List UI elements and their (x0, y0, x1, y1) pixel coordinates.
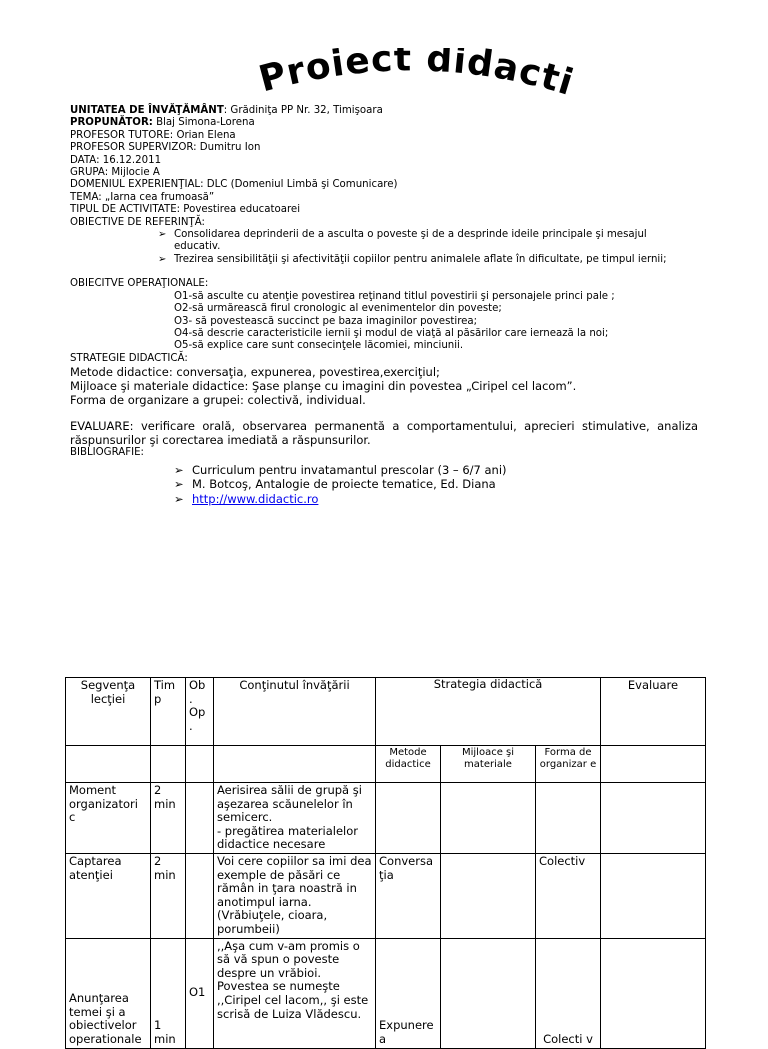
bibliografie-item (70, 477, 710, 492)
cell-continut: Aerisirea sălii de grupă şi aşezarea scăunelelor în semicerc. - pregătirea materialelor didactice necesare (214, 783, 376, 854)
table-row (66, 853, 706, 938)
obiectiv-ref-text: Trezirea sensibilităţii şi afectivităţii copiilor pentru animalele aflate în dificultate, pe timpul iernii; (174, 253, 667, 265)
obiectiv-op-item: O5-să explice care sunt consecinţele lăcomiei, minciunii. (174, 340, 464, 352)
subheader-forma: Forma de organizar e (536, 746, 601, 783)
title-wordart (255, 48, 585, 108)
cell-secventa: Captarea atenţiei (66, 853, 151, 938)
obiectiv-op-item: O3- să povestească succinct pe baza imaginilor povestirea; (174, 315, 478, 327)
cell-secventa: Moment organizatori c (66, 783, 151, 854)
profesor-tutore: PROFESOR TUTORE: Orian Elena (70, 129, 236, 141)
unitatea-value: : Grădiniţa PP Nr. 32, Timişoara (223, 105, 383, 116)
obiectiv-ref-item (70, 229, 710, 254)
cell-mijloace (441, 853, 536, 938)
title-text: Proiect didacti (255, 48, 579, 105)
grupa-field: GRUPA: Mijlocie A (70, 167, 160, 179)
header-ob: Ob . Op . (186, 678, 214, 746)
cell-evaluare (601, 938, 706, 1048)
data-field: DATA: 16.12.2011 (70, 154, 162, 166)
cell-ob (186, 853, 214, 938)
cell-ob (186, 783, 214, 854)
cell-continut: Voi cere copiilor sa imi dea exemple de păsări ce rămân in ţara noastră in anotimpul iarna. (Vrăbiuţele, cioara, porumbeii) (214, 853, 376, 938)
lesson-table (65, 677, 706, 1049)
header-continut: Conţinutul învăţării (214, 678, 376, 746)
tema-field: TEMA: „Iarna cea frumoasă” (70, 191, 215, 203)
cell-continut: ,,Aşa cum v-am promis o să vă spun o poveste despre un vrăbioi. Povestea se numeşte ,,Ciripel cel lacom,, şi este scrisă de Luiza Vlădescu. (214, 938, 376, 1048)
cell-mijloace (441, 938, 536, 1048)
cell-mijloace (441, 783, 536, 854)
cell-timp: 1 min (151, 938, 186, 1048)
cell-forma (536, 783, 601, 854)
tipul-field: TIPUL DE ACTIVITATE: Povestirea educatoarei (70, 204, 301, 216)
document-title (255, 48, 585, 108)
obiectiv-op-item: O2-să urmărească firul cronologic al evenimentelor din poveste; (174, 303, 502, 315)
cell-evaluare (601, 853, 706, 938)
metode-field: Metode didactice: conversaţia, expunerea, povestirea,exerciţiul; (70, 365, 440, 380)
obiectiv-op-item: O1-să asculte cu atenţie povestirea reţinand titlul povestirii şi personajele princi pale ; (174, 290, 615, 302)
obiective-ref-label: OBIECTIVE DE REFERINŢĂ: (70, 216, 205, 228)
arrow-bullet-icon: ➢ (158, 253, 167, 265)
table-row (66, 938, 706, 1048)
obiectiv-ref-text: Consolidarea deprinderii de a asculta o poveste şi de a desprinde ideile principale şi mesajul educativ. (174, 229, 647, 253)
table-row (66, 783, 706, 854)
empty-cell (66, 746, 151, 783)
svg-text:Proiect didactic (255, 48, 578, 104)
bibliografie-text: Curriculum pentru invatamantul prescolar (3 – 6/7 ani) (192, 462, 507, 477)
header-evaluare: Evaluare (601, 678, 706, 746)
cell-metode (376, 783, 441, 854)
cell-timp: 2 min (151, 853, 186, 938)
bibliografie-item (70, 463, 710, 478)
strategie-label: STRATEGIE DIDACTICĂ: (70, 352, 188, 364)
cell-secventa: Anunţarea temei şi a obiectivelor operationale (66, 938, 151, 1048)
table-subheader-row (66, 746, 706, 783)
obiectiv-op-item: O4-să descrie caracteristicile iernii şi modul de viaţă al păsărilor care iernează la noi; (174, 327, 609, 339)
arrow-bullet-icon: ➢ (174, 491, 184, 506)
forma-field: Forma de organizare a grupei: colectivă, individual. (70, 393, 366, 408)
unitatea-label: UNITATEA DE ÎNVĂŢĂMÂNT (70, 105, 224, 116)
bibliografie-text: M. Botcoş, Antalogie de proiecte tematice, Ed. Diana (192, 477, 496, 492)
evaluare-field: EVALUARE: verificare orală, observarea permanentă a comportamentului, aprecieri stimulative, analiza răspunsurilor şi corectarea imediată a răspunsurilor. (70, 419, 698, 448)
propunator-value: Blaj Simona-Lorena (152, 117, 255, 129)
cell-timp: 2 min (151, 783, 186, 854)
empty-cell (601, 746, 706, 783)
propunator-label: PROPUNĂTOR: (70, 117, 153, 129)
subheader-mijloace: Mijloace şi materiale (441, 746, 536, 783)
project-info (70, 105, 710, 506)
arrow-bullet-icon: ➢ (174, 477, 184, 492)
obiectiv-ref-item (70, 254, 710, 266)
bibliografie-label: BIBLIOGRAFIE: (70, 447, 144, 459)
bibliografie-item (70, 492, 710, 507)
mijloace-field: Mijloace şi materiale didactice: Şase planşe cu imagini din povestea „Ciripel cel lacom”. (70, 379, 577, 394)
cell-metode: Expunere a (376, 938, 441, 1048)
cell-metode: Conversa ţia (376, 853, 441, 938)
cell-forma: Colecti v (536, 938, 601, 1048)
cell-ob: O1 (186, 938, 214, 1048)
empty-cell (214, 746, 376, 783)
arrow-bullet-icon: ➢ (174, 462, 184, 477)
cell-forma: Colectiv (536, 853, 601, 938)
header-timp: Tim p (151, 678, 186, 746)
domeniul-field: DOMENIUL EXPERIENŢIAL: DLC (Domeniul Limbă şi Comunicare) (70, 179, 398, 191)
didactic-link[interactable]: http://www.didactic.ro (192, 491, 319, 506)
empty-cell (186, 746, 214, 783)
subheader-metode: Metode didactice (376, 746, 441, 783)
profesor-supervizor: PROFESOR SUPERVIZOR: Dumitru Ion (70, 142, 261, 154)
obiective-op-label: OBIECITVE OPERAŢIONALE: (70, 278, 209, 290)
cell-evaluare (601, 783, 706, 854)
empty-cell (151, 746, 186, 783)
arrow-bullet-icon: ➢ (158, 229, 167, 241)
header-strategia: Strategia didactică (376, 678, 601, 746)
header-secventa: Segvenţa lecţiei (66, 678, 151, 746)
table-header-row (66, 678, 706, 746)
